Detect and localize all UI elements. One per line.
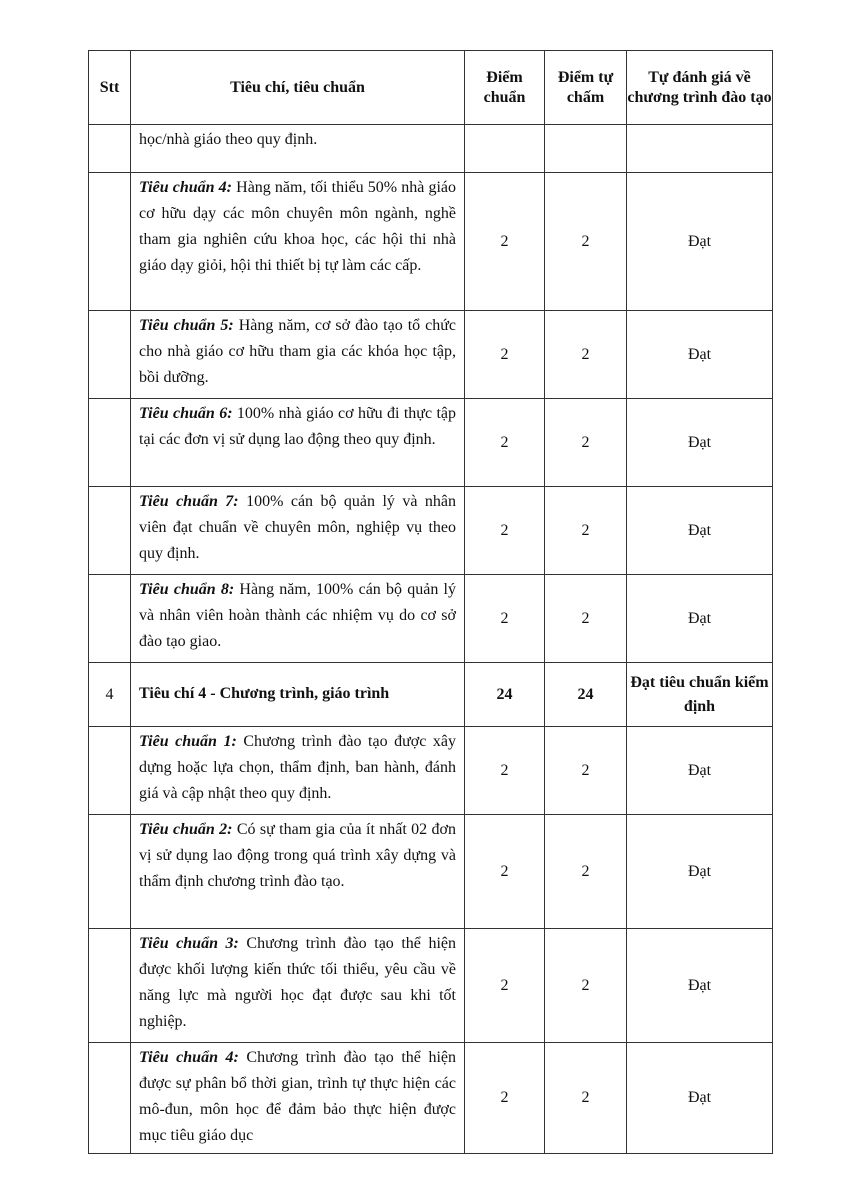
table-row — [89, 575, 773, 663]
standard-text: Hàng năm, tối thiểu 50% nhà giáo cơ hữu dạy các môn chuyên môn ngành, nghề tham gia nghiên cứu khoa học, các hội thi nhà giáo dạy giỏi, hội thi thiết bị tự làm các cấp. — [139, 179, 457, 274]
standard-score: 2 — [465, 727, 545, 815]
standard-score: 2 — [465, 173, 545, 311]
standard-label: Tiêu chuẩn 3: — [139, 935, 239, 952]
standard-score: 24 — [465, 663, 545, 727]
evaluation: Đạt — [627, 929, 773, 1043]
assessment-table — [88, 50, 773, 1154]
evaluation: Đạt — [627, 399, 773, 487]
standard-score: 2 — [465, 1043, 545, 1154]
evaluation: Đạt — [627, 1043, 773, 1154]
header-row — [89, 51, 773, 125]
standard-text: Hàng năm, cơ sở đào tạo tổ chức cho nhà giáo cơ hữu tham gia các khóa học tập, bồi dưỡng. — [139, 317, 457, 386]
self-score: 2 — [545, 727, 627, 815]
standard-label: Tiêu chuẩn 4: — [139, 1049, 239, 1066]
table-row — [89, 929, 773, 1043]
self-score: 2 — [545, 399, 627, 487]
criteria-cell — [131, 575, 465, 663]
evaluation: Đạt — [627, 575, 773, 663]
self-score: 24 — [545, 663, 627, 727]
criteria-cell — [131, 727, 465, 815]
self-score: 2 — [545, 487, 627, 575]
self-score: 2 — [545, 173, 627, 311]
standard-text: Chương trình đào tạo được xây dựng hoặc lựa chọn, thẩm định, ban hành, đánh giá và cập nhật theo quy định. — [139, 733, 456, 802]
standard-text: 100% nhà giáo cơ hữu đi thực tập tại các đơn vị sử dụng lao động theo quy định. — [139, 405, 456, 448]
header-stt: Stt — [89, 51, 131, 125]
criterion-number: 4 — [89, 663, 131, 727]
evaluation: Đạt — [627, 173, 773, 311]
evaluation: Đạt — [627, 487, 773, 575]
table-row — [89, 173, 773, 311]
standard-score: 2 — [465, 929, 545, 1043]
standard-label: Tiêu chuẩn 5: — [139, 317, 234, 334]
standard-text: Chương trình đào tạo thể hiện được sự phân bổ thời gian, trình tự thực hiện các mô-đun, môn học để đảm bảo thực hiện được mục tiêu giáo dục — [139, 1049, 457, 1144]
table-row — [89, 1043, 773, 1154]
table-row — [89, 487, 773, 575]
standard-label: Tiêu chuẩn 7: — [139, 493, 239, 510]
table-row — [89, 727, 773, 815]
evaluation: Đạt — [627, 727, 773, 815]
header-standard-score: Điểm chuẩn — [465, 51, 545, 125]
standard-label: Tiêu chuẩn 2: — [139, 821, 233, 838]
criteria-cell — [131, 487, 465, 575]
standard-score: 2 — [465, 399, 545, 487]
standard-label: Tiêu chuẩn 8: — [139, 581, 235, 598]
criterion-title: Tiêu chí 4 - Chương trình, giáo trình — [131, 663, 465, 727]
evaluation: Đạt — [627, 311, 773, 399]
table-row — [89, 399, 773, 487]
header-self-score: Điểm tự chấm — [545, 51, 627, 125]
evaluation: Đạt — [627, 815, 773, 929]
header-self-evaluation: Tự đánh giá về chương trình đào tạo — [627, 51, 773, 125]
criteria-cell — [131, 815, 465, 929]
criterion-row — [89, 663, 773, 727]
criteria-cell — [131, 399, 465, 487]
standard-label: Tiêu chuẩn 1: — [139, 733, 237, 750]
standard-label: Tiêu chuẩn 4: — [139, 179, 233, 196]
standard-text: Có sự tham gia của ít nhất 02 đơn vị sử dụng lao động trong quá trình xây dựng và thẩm định chương trình đào tạo. — [139, 821, 456, 890]
self-score: 2 — [545, 815, 627, 929]
standard-score: 2 — [465, 575, 545, 663]
criteria-cell — [131, 173, 465, 311]
criteria-cell — [131, 1043, 465, 1154]
criteria-cell — [131, 311, 465, 399]
standard-label: Tiêu chuẩn 6: — [139, 405, 233, 422]
table-row — [89, 125, 773, 173]
header-criteria: Tiêu chí, tiêu chuẩn — [131, 51, 465, 125]
criteria-cell — [131, 929, 465, 1043]
self-score: 2 — [545, 575, 627, 663]
standard-text: 100% cán bộ quản lý và nhân viên đạt chuẩn về chuyên môn, nghiệp vụ theo quy định. — [139, 493, 457, 562]
standard-score: 2 — [465, 311, 545, 399]
self-score: 2 — [545, 929, 627, 1043]
table-row — [89, 311, 773, 399]
evaluation: Đạt tiêu chuẩn kiểm định — [627, 663, 773, 727]
standard-text: Hàng năm, 100% cán bộ quản lý và nhân viên hoàn thành các nhiệm vụ do cơ sở đào tạo giao. — [139, 581, 456, 650]
table-row — [89, 815, 773, 929]
self-score: 2 — [545, 1043, 627, 1154]
standard-text: Chương trình đào tạo thể hiện được khối lượng kiến thức tối thiểu, yêu cầu về năng lực mà người học đạt được sau khi tốt nghiệp. — [139, 935, 457, 1030]
self-score: 2 — [545, 311, 627, 399]
standard-score: 2 — [465, 815, 545, 929]
standard-score: 2 — [465, 487, 545, 575]
criteria-continuation: học/nhà giáo theo quy định. — [131, 125, 465, 173]
